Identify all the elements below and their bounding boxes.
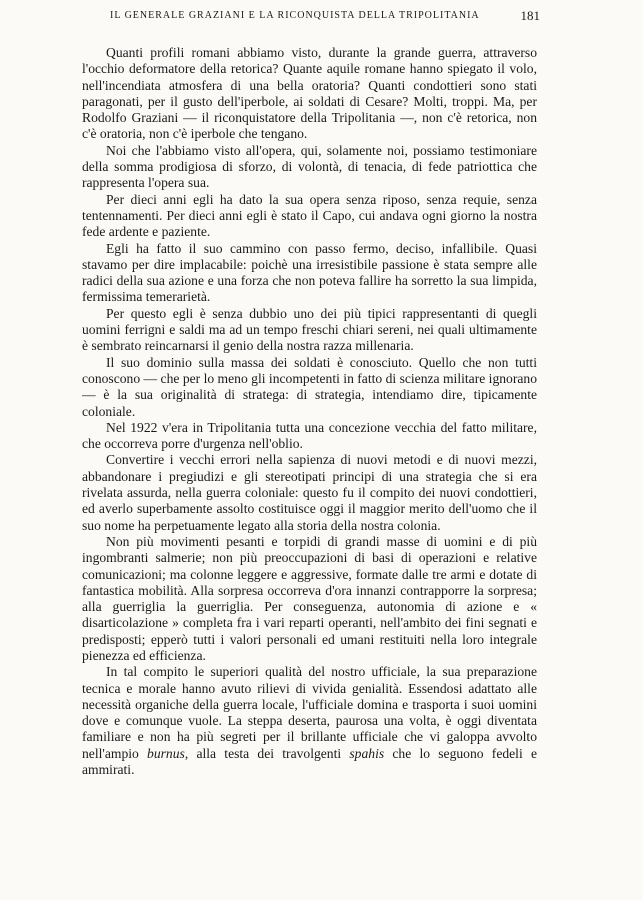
body-text <box>82 45 537 778</box>
running-header <box>110 10 540 21</box>
paragraph: Convertire i vecchi errori nella sapienza di nuovi metodi e di nuovi mezzi, abbandonare i pregiudizi e gli stereotipati principi di una strategia che si era rivelata assurda, nella guerra coloniale: questo fu il compito dei nuovi condottieri, ed averlo superbamente assolto costituisce oggi il maggior merito dell'uomo che il suo nome ha perpetuamente legato alla storia della nostra colonia. <box>82 452 537 533</box>
italic-word: burnus <box>147 745 185 761</box>
text-run: In tal compito le superiori qualità del nostro ufficiale, la sua preparazione tecnica e morale hanno avuto rilievi di vivida genialità. Essendosi adattato alle necessità organiche della guerra locale, l'ufficiale domina e trasporta i suoi uomini dove e comunque vuole. La steppa deserta, paurosa una volta, è oggi diventata familiare e non ha più segreti per il brillante ufficiale che vi galoppa avvolto nell'ampio <box>82 664 537 761</box>
paragraph: Quanti profili romani abbiamo visto, durante la grande guerra, attraverso l'occhio deformatore della retorica? Quante aquile romane hanno spiegato il volo, nell'incendiata atmosfera di una bella oratoria? Quanti condottieri sono stati paragonati, per il gusto dell'iperbole, ai soldati di Cesare? Molti, troppi. Ma, per Rodolfo Graziani — il riconquistatore della Tripolitania —, non c'è retorica, non c'è oratoria, non c'è iperbole che tengano. <box>82 45 537 142</box>
italic-word: spahis <box>349 745 385 761</box>
paragraph: Non più movimenti pesanti e torpidi di grandi masse di uomini e di più ingombranti salmerie; non più preoccupazioni di basi di operazioni e relative comunicazioni; ma colonne leggere e aggressive, formate dalle tre armi e dotate di fantastica mobilità. Alla sorpresa occorreva d'ora innanzi contrapporre la sorpresa; alla guerriglia la guerriglia. Per conseguenza, autonomia di azione e « disarticolazione » completa fra i vari reparti operanti, nell'ambito dei fini segnati e predisposti; epperò tutti i valori personali ed umani restituiti nella loro integrale pienezza ed efficienza. <box>82 533 537 663</box>
text-run: , alla testa dei travolgenti <box>184 745 342 761</box>
paragraph: Egli ha fatto il suo cammino con passo fermo, deciso, infallibile. Quasi stavamo per dire implacabile: poichè una irresistibile passione è stata sempre alle radici della sua azione e una forza che non poteva fallire ha sorretto la sua limpida, fermissima temerarietà. <box>82 240 537 305</box>
paragraph-last <box>82 664 537 778</box>
paragraph: Il suo dominio sulla massa dei soldati è conosciuto. Quello che non tutti conoscono — che per lo meno gli incompetenti in fatto di scienza militare ignorano — è la sua originalità di stratega: di strategia, intendiamo dire, tipicamente coloniale. <box>82 354 537 419</box>
paragraph: Per questo egli è senza dubbio uno dei più tipici rappresentanti di quegli uomini ferrigni e saldi ma ad un tempo freschi chiari sereni, nei quali ultimamente è sembrato reincarnarsi il genio della nostra razza millenaria. <box>82 305 537 354</box>
paragraph: Noi che l'abbiamo visto all'opera, qui, solamente noi, possiamo testimoniare della somma prodigiosa di sforzo, di volontà, di tenacia, di fede patriottica che rappresenta l'opera sua. <box>82 142 537 191</box>
paragraph: Nel 1922 v'era in Tripolitania tutta una concezione vecchia del fatto militare, che occorreva porre d'urgenza nell'oblio. <box>82 419 537 452</box>
paragraph: Per dieci anni egli ha dato la sua opera senza riposo, senza requie, senza tentennamenti. Per dieci anni egli è stato il Capo, cui andava ogni giorno la nostra fede ardente e paziente. <box>82 191 537 240</box>
text-run: che lo seguono fedeli e ammirati. <box>82 745 537 778</box>
running-title: IL GENERALE GRAZIANI E LA RICONQUISTA DELLA TRIPOLITANIA <box>110 10 480 21</box>
page-number: 181 <box>520 8 540 23</box>
